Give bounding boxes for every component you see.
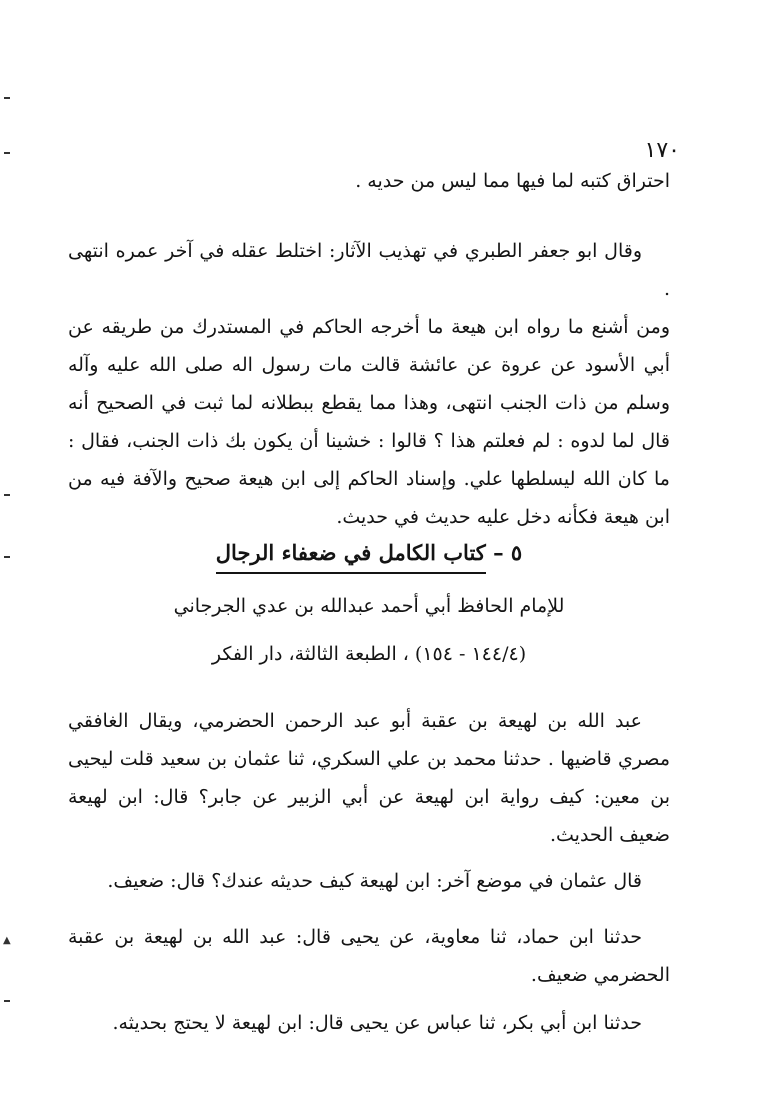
paragraph: احتراق كتبه لما فيها مما ليس من حديه .: [355, 170, 670, 192]
paragraph-group-bakr: [68, 1004, 670, 1042]
paragraph-group-tabari: [68, 232, 670, 536]
margin-arrow-icon: ▲: [3, 935, 11, 946]
margin-scan-mark: [4, 556, 10, 558]
margin-scan-mark: [4, 97, 10, 99]
section-heading: [68, 535, 670, 574]
margin-scan-mark: [4, 494, 10, 496]
paragraph: ومن أشنع ما رواه ابن هيعة ما أخرجه الحاكم في المستدرك من طريقه عن أبي الأسود عن عروة عن عائشة قالت مات رسول اله صلى الله عليه وآله وسلم من ذات الجنب انتهى، وهذا مما يقطع ببطلانه لما ثبت في الصحيح أنه قال لما لدوه : لم فعلتم هذا ؟ قالوا : خشينا أن يكون بك ذات الجنب، فقال : ما كان الله ليسلطها علي. وإسناد الحاكم إلى ابن هيعة صحيح والآفة فيه من ابن هيعة فكأنه دخل عليه حديث في حديث.: [68, 316, 670, 528]
paragraph: عبد الله بن لهيعة بن عقبة أبو عبد الرحمن الحضرمي، ويقال الغافقي مصري قاضيها . حدثنا محمد بن علي السكري، ثنا عثمان بن سعيد قلت ليحيى بن معين: كيف رواية ابن لهيعة عن أبي الزبير عن جابر؟ قال: ابن لهيعة ضعيف الحديث.: [68, 710, 670, 846]
margin-scan-mark: [4, 152, 10, 154]
paragraph-group-hammad: [68, 918, 670, 994]
paragraph: وقال ابو جعفر الطبري في تهذيب الآثار: اختلط عقله في آخر عمره انتهى .: [68, 240, 670, 300]
paragraph: حدثنا ابن حماد، ثنا معاوية، عن يحيى قال: عبد الله بن لهيعة بن عقبة الحضرمي ضعيف.: [68, 926, 670, 986]
paragraph-group-kamil: [68, 702, 670, 854]
section-edition: (١٤٤/٤ - ١٥٤) ، الطبعة الثالثة، دار الفكر: [211, 643, 527, 665]
paragraph: حدثنا ابن أبي بكر، ثنا عباس عن يحيى قال: ابن لهيعة لا يحتج بحديثه.: [112, 1012, 642, 1034]
page-number: ١٧٠: [644, 138, 680, 163]
section-title: كتاب الكامل في ضعفاء الرجال: [216, 535, 486, 574]
paragraph-group-osman: [68, 862, 670, 900]
margin-scan-mark: [4, 1000, 10, 1002]
section-number: ٥ –: [493, 540, 523, 565]
paragraph-group-top: [68, 162, 670, 200]
section-author: للإمام الحافظ أبي أحمد عبدالله بن عدي الجرجاني: [173, 595, 565, 617]
paragraph: قال عثمان في موضع آخر: ابن لهيعة كيف حديثه عندك؟ قال: ضعيف.: [107, 870, 642, 892]
